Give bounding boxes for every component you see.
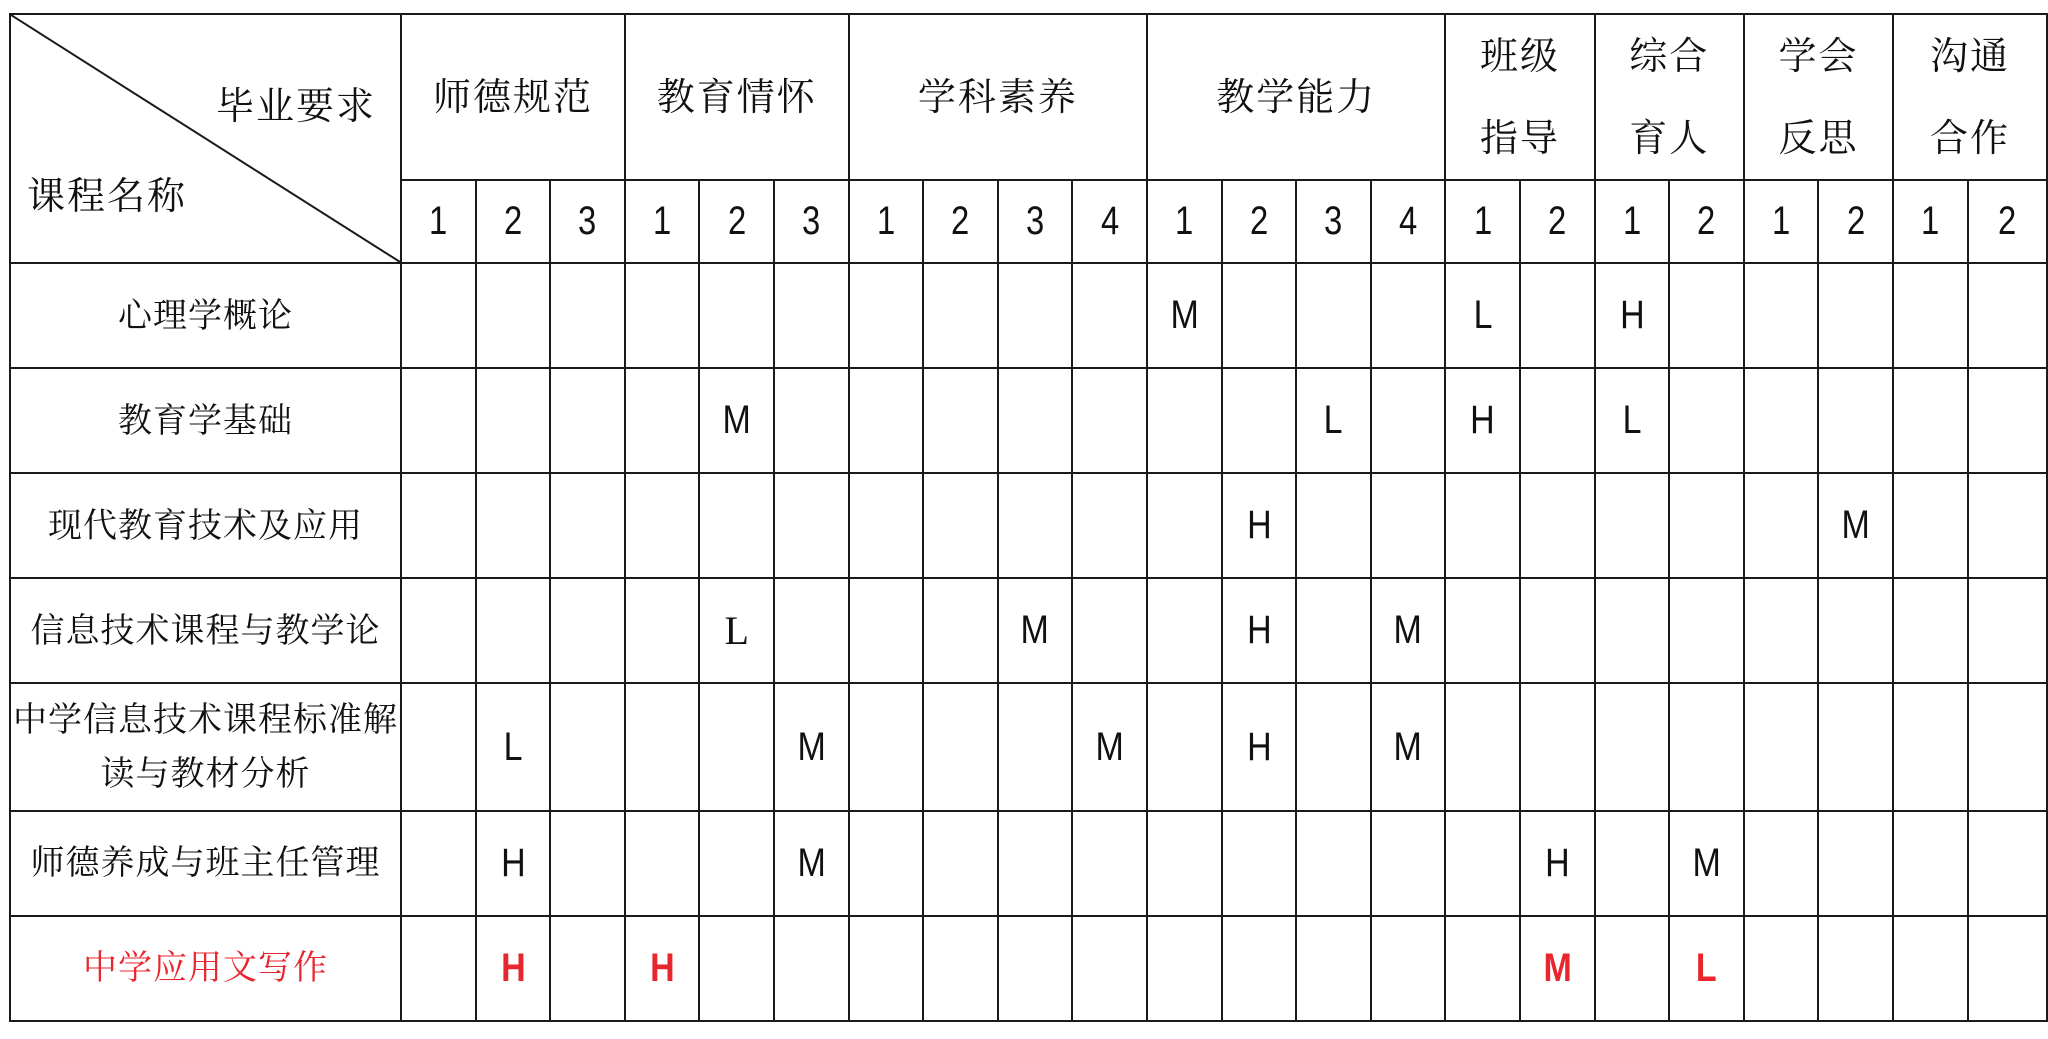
support-level-rating: L bbox=[724, 608, 749, 654]
rating-cell bbox=[1072, 916, 1147, 1021]
sub-requirement-number: 3 bbox=[578, 199, 597, 243]
course-row bbox=[10, 263, 2047, 368]
course-requirement-matrix bbox=[9, 13, 2048, 1022]
sub-requirement-number: 2 bbox=[1998, 199, 2017, 243]
rating-cell bbox=[1818, 368, 1893, 473]
rating-cell bbox=[476, 368, 551, 473]
rating-cell bbox=[401, 683, 476, 810]
support-level-rating: M bbox=[1020, 608, 1050, 653]
rating-cell bbox=[849, 368, 924, 473]
requirement-group-header bbox=[401, 14, 625, 180]
requirement-group-label: 反思 bbox=[1778, 116, 1859, 160]
rating-cell bbox=[550, 811, 625, 916]
rating-cell bbox=[1072, 683, 1147, 810]
requirement-group-label: 综合 bbox=[1629, 34, 1710, 78]
rating-cell bbox=[1296, 473, 1371, 578]
rating-cell bbox=[1744, 916, 1819, 1021]
course-row bbox=[10, 916, 2047, 1021]
sub-requirement-number: 1 bbox=[1175, 199, 1194, 243]
rating-cell bbox=[1520, 578, 1595, 683]
rating-cell bbox=[401, 368, 476, 473]
rating-cell bbox=[998, 683, 1073, 810]
rating-cell bbox=[401, 578, 476, 683]
rating-cell bbox=[1445, 916, 1520, 1021]
requirement-group-label: 教育情怀 bbox=[656, 75, 817, 119]
rating-cell bbox=[1072, 368, 1147, 473]
course-name: 读与教材分析 bbox=[100, 754, 311, 795]
rating-cell bbox=[625, 811, 700, 916]
sub-requirement-number: 1 bbox=[1473, 199, 1492, 243]
rating-cell bbox=[1296, 683, 1371, 810]
support-level-rating: H bbox=[1246, 724, 1272, 769]
requirement-group-label: 合作 bbox=[1930, 116, 2011, 160]
rating-cell bbox=[625, 473, 700, 578]
rating-cell bbox=[1520, 263, 1595, 368]
corner-bottom-label: 课程名称 bbox=[27, 174, 188, 218]
rating-cell bbox=[849, 811, 924, 916]
sub-requirement-header bbox=[849, 180, 924, 263]
rating-cell bbox=[1893, 811, 1968, 916]
requirement-group-header bbox=[1445, 14, 1594, 180]
rating-cell bbox=[1968, 811, 2047, 916]
sub-requirement-number: 3 bbox=[1026, 199, 1045, 243]
rating-cell bbox=[1968, 578, 2047, 683]
requirement-group-header bbox=[1595, 14, 1744, 180]
rating-cell bbox=[1669, 263, 1744, 368]
sub-requirement-header bbox=[1296, 180, 1371, 263]
rating-cell bbox=[1147, 683, 1222, 810]
course-name: 现代教育技术及应用 bbox=[48, 505, 364, 546]
sub-requirement-number: 1 bbox=[429, 199, 448, 243]
course-name: 心理学概论 bbox=[118, 295, 294, 336]
support-level-rating: M bbox=[797, 724, 826, 769]
requirement-group-label: 学会 bbox=[1778, 34, 1859, 78]
rating-cell bbox=[1371, 683, 1446, 810]
sub-requirement-number: 4 bbox=[1399, 199, 1418, 243]
course-name-cell bbox=[10, 368, 401, 473]
rating-cell bbox=[1669, 683, 1744, 810]
sub-requirement-header bbox=[774, 180, 849, 263]
support-level-rating: M bbox=[1095, 724, 1124, 769]
rating-cell bbox=[1147, 368, 1222, 473]
sub-requirement-header bbox=[1520, 180, 1595, 263]
sub-requirement-number: 3 bbox=[802, 199, 821, 243]
sub-requirement-header bbox=[1893, 180, 1968, 263]
sub-requirement-number: 1 bbox=[653, 199, 672, 243]
rating-cell bbox=[774, 683, 849, 810]
sub-requirement-number: 2 bbox=[503, 199, 523, 243]
rating-cell bbox=[1222, 578, 1297, 683]
rating-cell bbox=[1893, 916, 1968, 1021]
rating-cell bbox=[625, 368, 700, 473]
course-name-cell bbox=[10, 263, 401, 368]
rating-cell bbox=[476, 811, 551, 916]
rating-cell bbox=[1669, 578, 1744, 683]
sub-requirement-header bbox=[1147, 180, 1222, 263]
rating-cell bbox=[1818, 263, 1893, 368]
requirement-group-label: 教学能力 bbox=[1216, 75, 1377, 119]
rating-cell bbox=[1818, 683, 1893, 810]
support-level-rating: L bbox=[1622, 398, 1642, 443]
rating-cell bbox=[1296, 368, 1371, 473]
sub-requirement-header bbox=[476, 180, 551, 263]
requirement-group-header bbox=[1147, 14, 1445, 180]
rating-cell bbox=[476, 473, 551, 578]
rating-cell bbox=[1520, 811, 1595, 916]
sub-requirement-number: 1 bbox=[1772, 199, 1791, 243]
rating-cell bbox=[1371, 578, 1446, 683]
rating-cell bbox=[1669, 368, 1744, 473]
sub-requirement-number: 2 bbox=[727, 199, 746, 243]
rating-cell bbox=[998, 916, 1073, 1021]
rating-cell bbox=[1147, 263, 1222, 368]
rating-cell bbox=[1968, 916, 2047, 1021]
sub-requirement-header bbox=[998, 180, 1073, 263]
rating-cell bbox=[550, 368, 625, 473]
course-row bbox=[10, 473, 2047, 578]
rating-cell bbox=[849, 473, 924, 578]
sub-requirement-number: 1 bbox=[876, 199, 896, 243]
rating-cell bbox=[1595, 263, 1670, 368]
sub-requirement-header bbox=[1968, 180, 2047, 263]
requirement-group-label: 班级 bbox=[1480, 34, 1561, 78]
rating-cell bbox=[1072, 578, 1147, 683]
support-level-rating: L bbox=[1473, 293, 1493, 338]
sub-requirement-header bbox=[1669, 180, 1744, 263]
rating-cell bbox=[774, 263, 849, 368]
course-name: 教育学基础 bbox=[118, 400, 294, 441]
rating-cell bbox=[1595, 916, 1670, 1021]
rating-cell bbox=[849, 578, 924, 683]
rating-cell bbox=[998, 473, 1073, 578]
rating-cell bbox=[774, 916, 849, 1021]
rating-cell bbox=[550, 683, 625, 810]
requirement-group-label: 沟通 bbox=[1930, 34, 2011, 78]
course-row bbox=[10, 368, 2047, 473]
rating-cell bbox=[476, 578, 551, 683]
support-level-rating: M bbox=[1692, 840, 1721, 885]
rating-cell bbox=[1893, 368, 1968, 473]
rating-cell bbox=[923, 916, 998, 1021]
rating-cell bbox=[1818, 916, 1893, 1021]
corner-cell bbox=[10, 14, 401, 263]
sub-requirement-header bbox=[401, 180, 476, 263]
support-level-rating: H bbox=[1470, 398, 1496, 443]
rating-cell bbox=[1147, 473, 1222, 578]
rating-cell bbox=[401, 811, 476, 916]
rating-cell bbox=[1147, 916, 1222, 1021]
rating-cell bbox=[1744, 263, 1819, 368]
rating-cell bbox=[1222, 473, 1297, 578]
corner-top-label: 毕业要求 bbox=[216, 84, 377, 128]
rating-cell bbox=[1445, 683, 1520, 810]
rating-cell bbox=[476, 263, 551, 368]
rating-cell bbox=[1445, 473, 1520, 578]
rating-cell bbox=[1520, 683, 1595, 810]
support-level-rating: H bbox=[1246, 503, 1272, 548]
rating-cell bbox=[1744, 578, 1819, 683]
support-level-rating: L bbox=[503, 724, 523, 769]
rating-cell bbox=[1595, 683, 1670, 810]
rating-cell bbox=[1520, 368, 1595, 473]
rating-cell bbox=[1222, 811, 1297, 916]
support-level-rating: L bbox=[1696, 945, 1717, 990]
sub-requirement-header bbox=[625, 180, 700, 263]
rating-cell bbox=[1296, 263, 1371, 368]
rating-cell bbox=[1744, 368, 1819, 473]
course-name-cell bbox=[10, 916, 401, 1021]
rating-cell bbox=[1669, 473, 1744, 578]
rating-cell bbox=[774, 473, 849, 578]
requirement-group-header bbox=[1744, 14, 1893, 180]
rating-cell bbox=[1072, 263, 1147, 368]
rating-cell bbox=[1222, 368, 1297, 473]
rating-cell bbox=[1968, 683, 2047, 810]
rating-cell bbox=[849, 916, 924, 1021]
rating-cell bbox=[550, 263, 625, 368]
rating-cell bbox=[1072, 811, 1147, 916]
sub-requirement-header bbox=[1445, 180, 1520, 263]
rating-cell bbox=[699, 473, 774, 578]
rating-cell bbox=[625, 578, 700, 683]
rating-cell bbox=[625, 916, 700, 1021]
rating-cell bbox=[699, 368, 774, 473]
support-level-rating: H bbox=[1619, 293, 1645, 338]
rating-cell bbox=[1520, 916, 1595, 1021]
rating-cell bbox=[699, 578, 774, 683]
header-row-groups bbox=[10, 14, 2047, 180]
rating-cell bbox=[923, 473, 998, 578]
rating-cell bbox=[1893, 578, 1968, 683]
support-level-rating: L bbox=[1324, 398, 1344, 443]
sub-requirement-header bbox=[1744, 180, 1819, 263]
support-level-rating: M bbox=[1841, 503, 1870, 548]
sub-requirement-header bbox=[923, 180, 998, 263]
sub-requirement-number: 3 bbox=[1324, 199, 1343, 243]
rating-cell bbox=[1595, 811, 1670, 916]
rating-cell bbox=[1744, 683, 1819, 810]
rating-cell bbox=[1222, 916, 1297, 1021]
sub-requirement-number: 1 bbox=[1921, 199, 1940, 243]
requirement-group-header bbox=[849, 14, 1147, 180]
sub-requirement-number: 2 bbox=[1249, 199, 1269, 243]
requirement-group-label: 指导 bbox=[1480, 116, 1561, 160]
rating-cell bbox=[699, 263, 774, 368]
support-level-rating: M bbox=[797, 840, 826, 885]
rating-cell bbox=[1222, 683, 1297, 810]
rating-cell bbox=[998, 263, 1073, 368]
rating-cell bbox=[1595, 473, 1670, 578]
rating-cell bbox=[699, 916, 774, 1021]
rating-cell bbox=[998, 811, 1073, 916]
rating-cell bbox=[1669, 811, 1744, 916]
rating-cell bbox=[1296, 916, 1371, 1021]
rating-cell bbox=[923, 263, 998, 368]
rating-cell bbox=[998, 368, 1073, 473]
sub-requirement-header bbox=[1072, 180, 1147, 263]
support-level-rating: M bbox=[1393, 724, 1423, 769]
support-level-rating: H bbox=[500, 840, 526, 885]
rating-cell bbox=[923, 578, 998, 683]
rating-cell bbox=[1445, 811, 1520, 916]
course-name: 中学信息技术课程标准解 bbox=[13, 700, 399, 741]
sub-requirement-number: 2 bbox=[1697, 199, 1716, 243]
rating-cell bbox=[699, 811, 774, 916]
sub-requirement-number: 1 bbox=[1622, 199, 1642, 243]
rating-cell bbox=[625, 683, 700, 810]
rating-cell bbox=[923, 811, 998, 916]
sub-requirement-header bbox=[550, 180, 625, 263]
rating-cell bbox=[1968, 263, 2047, 368]
rating-cell bbox=[1371, 811, 1446, 916]
support-level-rating: H bbox=[1545, 840, 1570, 885]
rating-cell bbox=[1669, 916, 1744, 1021]
requirement-group-header bbox=[625, 14, 849, 180]
rating-cell bbox=[1818, 578, 1893, 683]
course-name-cell bbox=[10, 473, 401, 578]
sub-requirement-number: 4 bbox=[1100, 199, 1119, 243]
rating-cell bbox=[774, 578, 849, 683]
rating-cell bbox=[476, 683, 551, 810]
rating-cell bbox=[1818, 811, 1893, 916]
course-name: 师德养成与班主任管理 bbox=[30, 843, 381, 884]
course-row bbox=[10, 811, 2047, 916]
rating-cell bbox=[550, 473, 625, 578]
sub-requirement-header bbox=[1371, 180, 1446, 263]
rating-cell bbox=[1296, 578, 1371, 683]
rating-cell bbox=[1296, 811, 1371, 916]
requirement-group-label: 育人 bbox=[1629, 116, 1710, 160]
rating-cell bbox=[1445, 263, 1520, 368]
support-level-rating: M bbox=[1393, 608, 1423, 653]
sub-requirement-number: 2 bbox=[1548, 199, 1567, 243]
requirement-group-header bbox=[1893, 14, 2047, 180]
rating-cell bbox=[998, 578, 1073, 683]
rating-cell bbox=[1520, 473, 1595, 578]
course-name-cell bbox=[10, 578, 401, 683]
support-level-rating: H bbox=[1246, 608, 1272, 653]
sub-requirement-number: 2 bbox=[951, 199, 970, 243]
rating-cell bbox=[774, 811, 849, 916]
rating-cell bbox=[401, 473, 476, 578]
rating-cell bbox=[476, 916, 551, 1021]
sub-requirement-number: 2 bbox=[1846, 199, 1865, 243]
rating-cell bbox=[1744, 473, 1819, 578]
rating-cell bbox=[774, 368, 849, 473]
support-level-rating: H bbox=[500, 945, 526, 990]
sub-requirement-header bbox=[1818, 180, 1893, 263]
sub-requirement-header bbox=[1595, 180, 1670, 263]
support-level-rating: M bbox=[722, 398, 751, 443]
sub-requirement-header bbox=[699, 180, 774, 263]
rating-cell bbox=[1893, 263, 1968, 368]
rating-cell bbox=[401, 916, 476, 1021]
course-row bbox=[10, 578, 2047, 683]
rating-cell bbox=[849, 263, 924, 368]
rating-cell bbox=[401, 263, 476, 368]
rating-cell bbox=[1595, 578, 1670, 683]
rating-cell bbox=[923, 368, 998, 473]
rating-cell bbox=[1222, 263, 1297, 368]
rating-cell bbox=[1893, 683, 1968, 810]
requirement-group-label: 师德规范 bbox=[432, 75, 593, 119]
support-level-rating: H bbox=[649, 945, 675, 990]
rating-cell bbox=[550, 916, 625, 1021]
rating-cell bbox=[625, 263, 700, 368]
course-name-cell bbox=[10, 683, 401, 810]
rating-cell bbox=[1893, 473, 1968, 578]
rating-cell bbox=[699, 683, 774, 810]
rating-cell bbox=[1072, 473, 1147, 578]
support-level-rating: M bbox=[1170, 293, 1199, 338]
course-name: 中学应用文写作 bbox=[83, 948, 329, 989]
rating-cell bbox=[1147, 578, 1222, 683]
rating-cell bbox=[1744, 811, 1819, 916]
rating-cell bbox=[1968, 473, 2047, 578]
rating-cell bbox=[1371, 368, 1446, 473]
rating-cell bbox=[849, 683, 924, 810]
rating-cell bbox=[1371, 263, 1446, 368]
course-row bbox=[10, 683, 2047, 810]
rating-cell bbox=[1818, 473, 1893, 578]
requirement-group-label: 学科素养 bbox=[917, 75, 1078, 119]
course-name: 信息技术课程与教学论 bbox=[30, 610, 381, 651]
rating-cell bbox=[1445, 578, 1520, 683]
rating-cell bbox=[1968, 368, 2047, 473]
rating-cell bbox=[550, 578, 625, 683]
rating-cell bbox=[1595, 368, 1670, 473]
support-level-rating: M bbox=[1543, 945, 1572, 990]
rating-cell bbox=[1371, 473, 1446, 578]
rating-cell bbox=[1445, 368, 1520, 473]
sub-requirement-header bbox=[1222, 180, 1297, 263]
corner-diagonal bbox=[11, 15, 400, 262]
rating-cell bbox=[1147, 811, 1222, 916]
course-name-cell bbox=[10, 811, 401, 916]
rating-cell bbox=[923, 683, 998, 810]
rating-cell bbox=[1371, 916, 1446, 1021]
